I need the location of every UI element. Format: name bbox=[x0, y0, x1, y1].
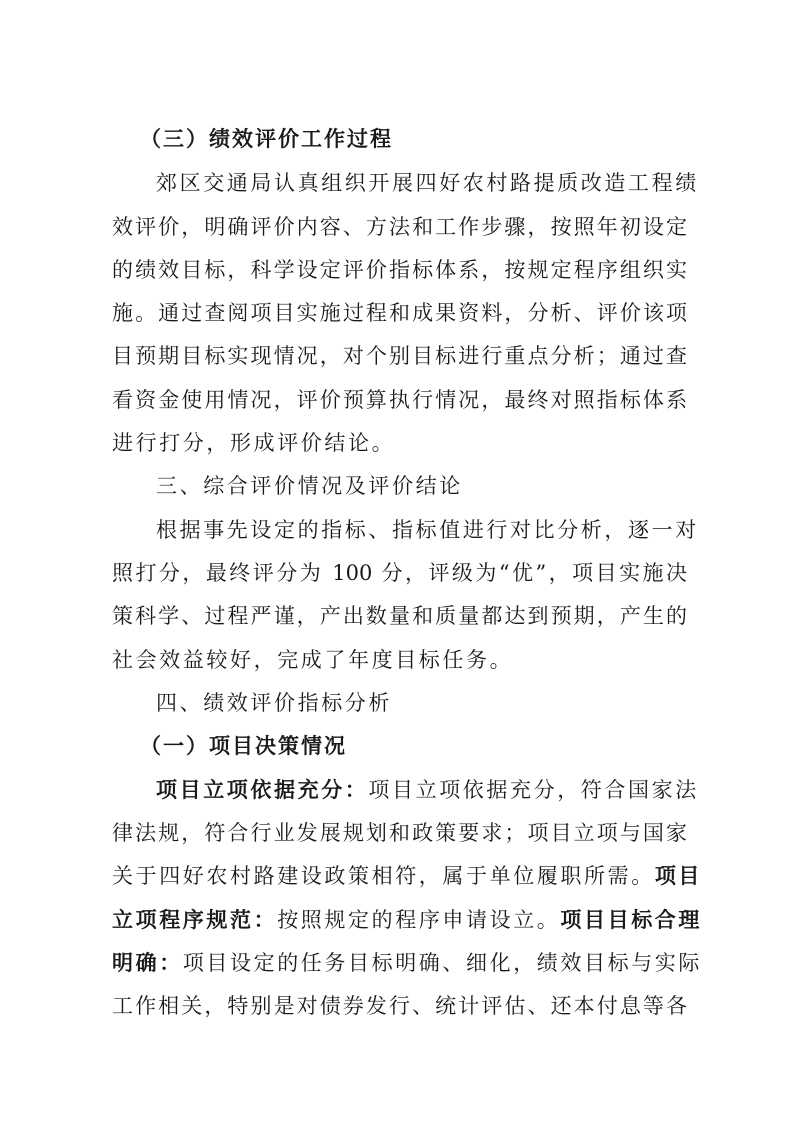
paragraph-line: 工作相关，特别是对债券发行、统计评估、还本付息等各 bbox=[112, 994, 687, 1018]
paragraph-line: 郊区交通局认真组织开展四好农村路提质改造工程绩 bbox=[156, 171, 699, 195]
bold-term: 项目立项依据充分： bbox=[156, 778, 369, 802]
section-heading-process: （三）绩效评价工作过程 bbox=[140, 127, 393, 151]
paragraph-line: 社会效益较好，完成了年度目标任务。 bbox=[112, 648, 514, 672]
section-heading-analysis: 四、绩效评价指标分析 bbox=[156, 691, 392, 715]
paragraph-line bbox=[112, 859, 703, 893]
paragraph-line: 进行打分，形成评价结论。 bbox=[112, 431, 396, 455]
bold-term: 立项程序规范： bbox=[112, 908, 278, 932]
section-heading-decision: （一）项目决策情况 bbox=[140, 734, 347, 758]
paragraph-line bbox=[156, 773, 699, 807]
paragraph-line: 效评价，明确评价内容、方法和工作步骤，按照年初设定 bbox=[112, 215, 687, 239]
body-text: 按照规定的程序申请设立。 bbox=[277, 908, 561, 932]
body-text: 关于四好农村路建设政策相符，属于单位履职所需。 bbox=[112, 864, 655, 888]
body-text: 项目设定的任务目标明确、细化，绩效目标与实际 bbox=[182, 951, 703, 975]
section-heading-conclusion: 三、综合评价情况及评价结论 bbox=[156, 474, 463, 498]
bold-term: 明确： bbox=[112, 951, 183, 975]
paragraph-line: 律法规，符合行业发展规划和政策要求；项目立项与国家 bbox=[112, 821, 687, 845]
paragraph-line: 的绩效目标，科学设定评价指标体系，按规定程序组织实 bbox=[112, 258, 687, 282]
body-text: 项目立项依据充分，符合国家法 bbox=[368, 778, 699, 802]
bold-term: 项目目标合理 bbox=[560, 908, 703, 932]
paragraph-line: 照打分，最终评分为 100 分，评级为“优”，项目实施决 bbox=[112, 561, 687, 585]
paragraph-line bbox=[112, 903, 703, 937]
paragraph-line: 策科学、过程严谨，产出数量和质量都达到预期，产生的 bbox=[112, 604, 687, 628]
paragraph-line: 施。通过查阅项目实施过程和成果资料，分析、评价该项 bbox=[112, 301, 687, 325]
bold-term: 项目 bbox=[654, 864, 703, 888]
paragraph-line: 目预期目标实现情况，对个别目标进行重点分析；通过查 bbox=[112, 344, 687, 368]
paragraph-line: 看资金使用情况，评价预算执行情况，最终对照指标体系 bbox=[112, 388, 687, 412]
paragraph-line bbox=[112, 946, 703, 980]
paragraph-line: 根据事先设定的指标、指标值进行对比分析，逐一对 bbox=[156, 518, 699, 542]
